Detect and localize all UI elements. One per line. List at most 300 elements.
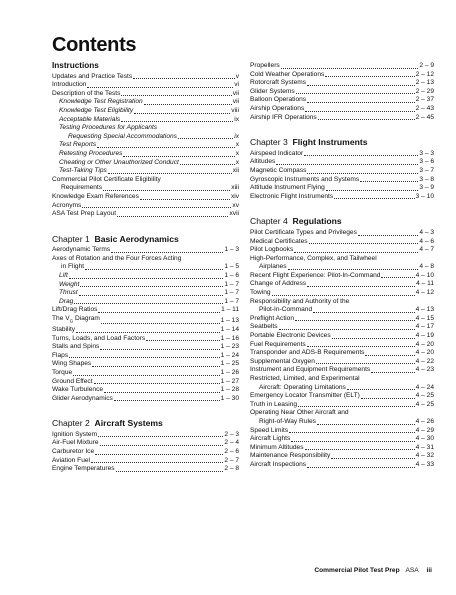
toc-entry-title: Aircraft Lights bbox=[250, 435, 291, 443]
toc-list-chapter-2-continued bbox=[250, 62, 434, 122]
toc-entry-row bbox=[250, 349, 434, 358]
toc-entry-row bbox=[250, 229, 434, 238]
toc-entry bbox=[250, 375, 434, 392]
toc-entry-row bbox=[250, 96, 434, 105]
toc-entry-title: Propellers bbox=[250, 62, 280, 69]
dot-leader bbox=[279, 329, 415, 330]
toc-entry-row bbox=[52, 335, 239, 344]
toc-entry-page: 4 – 6 bbox=[419, 237, 434, 245]
toc-entry-row bbox=[250, 176, 434, 185]
toc-entry-row bbox=[250, 289, 434, 298]
toc-entry-title: Aircraft Inspections bbox=[250, 460, 307, 468]
toc-entry-title: Knowledge Test Registration bbox=[59, 98, 143, 106]
toc-entry-page: v bbox=[235, 72, 239, 80]
toc-entry-row bbox=[52, 448, 239, 457]
toc-entry-title: Lift/Drag Ratios bbox=[52, 306, 98, 314]
dot-leader bbox=[97, 147, 235, 148]
toc-entry-title: Ignition System bbox=[52, 430, 98, 438]
section-title-instructions: Instructions bbox=[52, 61, 99, 70]
toc-entry-page: 1 – 11 bbox=[221, 306, 239, 314]
toc-entry-title: Test Reports bbox=[59, 141, 97, 149]
toc-entry-row bbox=[250, 418, 434, 427]
dot-leader bbox=[307, 85, 415, 86]
toc-entry-page: 4 – 17 bbox=[415, 323, 434, 331]
dot-leader bbox=[276, 164, 418, 165]
toc-list-instructions bbox=[52, 73, 239, 219]
dot-leader bbox=[114, 400, 220, 401]
dot-leader bbox=[108, 173, 232, 174]
dot-leader bbox=[305, 111, 414, 112]
toc-entry-title bbox=[52, 315, 100, 326]
chapter-2-heading bbox=[52, 419, 239, 428]
dot-leader bbox=[272, 295, 415, 296]
toc-entry-title-line1: Operating Near Other Aircraft and bbox=[250, 409, 349, 417]
chapter-1-heading bbox=[52, 235, 239, 244]
toc-entry-title: Glider Aerodynamics bbox=[52, 394, 113, 402]
toc-entry-row bbox=[250, 158, 434, 167]
toc-entry-page: 4 – 30 bbox=[415, 435, 434, 443]
toc-entry-page: 1 – 14 bbox=[220, 325, 239, 333]
page-footer bbox=[0, 567, 456, 574]
dot-leader bbox=[85, 269, 223, 270]
toc-entry-row bbox=[52, 184, 239, 193]
toc-entry-page: 1 – 7 bbox=[224, 280, 239, 288]
dot-leader bbox=[288, 269, 419, 270]
toc-entry-page: 1 – 3 bbox=[224, 246, 239, 254]
toc-entry-title: Aircraft: Operating Limitations bbox=[259, 383, 346, 391]
chapter-4-label: Chapter 4 bbox=[250, 216, 288, 227]
toc-entry-page: 2 – 29 bbox=[415, 87, 434, 95]
dot-leader bbox=[144, 104, 232, 105]
toc-entry-page: 2 – 8 bbox=[224, 465, 239, 473]
toc-entry-title-line1: High-Performance, Complex, and Tailwheel bbox=[250, 254, 377, 262]
toc-entry-row bbox=[52, 210, 239, 219]
toc-entry-title: Airspeed Indicator bbox=[250, 149, 304, 157]
toc-entry-row bbox=[250, 263, 434, 272]
toc-entry-title: Change of Address bbox=[250, 280, 307, 288]
toc-entry-page: 4 – 26 bbox=[415, 417, 434, 425]
dot-leader bbox=[74, 303, 223, 304]
toc-entry-row bbox=[52, 81, 239, 90]
toc-entry bbox=[52, 176, 239, 193]
toc-entry-title: Acceptable Materials bbox=[59, 115, 121, 123]
dot-leader bbox=[117, 216, 228, 217]
toc-entry bbox=[52, 255, 239, 272]
toc-entry-title: Lift bbox=[59, 272, 68, 280]
toc-entry-row bbox=[250, 323, 434, 332]
dot-leader bbox=[381, 277, 414, 278]
toc-entry-row bbox=[250, 246, 434, 255]
toc-entry-row bbox=[250, 79, 434, 88]
dot-leader bbox=[69, 357, 220, 358]
dot-leader bbox=[87, 87, 233, 88]
toc-entry-title: Glider Systems bbox=[250, 87, 295, 95]
toc-entry-title: Supplemental Oxygen bbox=[250, 357, 315, 365]
toc-entry-page: 4 – 8 bbox=[419, 263, 434, 271]
toc-entry-title: Maintenance Responsibility bbox=[250, 452, 331, 460]
toc-entry-subscript: G bbox=[69, 318, 74, 324]
dot-leader bbox=[104, 392, 220, 393]
toc-entry-page: 2 – 12 bbox=[415, 70, 434, 78]
dot-leader bbox=[307, 286, 415, 287]
toc-entry-row bbox=[52, 395, 239, 404]
dot-leader bbox=[95, 454, 223, 455]
toc-entry-page: 2 – 7 bbox=[224, 456, 239, 464]
dot-leader bbox=[316, 363, 415, 364]
toc-entry-page: 1 – 7 bbox=[224, 297, 239, 305]
toc-entry-title: Cold Weather Operations bbox=[250, 70, 325, 78]
toc-entry-page: 4 – 13 bbox=[415, 306, 434, 314]
dot-leader bbox=[358, 235, 418, 236]
toc-entry-title: Fuel Requirements bbox=[250, 340, 306, 348]
toc-entry-page: 3 – 3 bbox=[419, 149, 434, 157]
dot-leader bbox=[76, 332, 220, 333]
dot-leader bbox=[295, 320, 415, 321]
toc-entry-row bbox=[250, 332, 434, 341]
toc-entry-title: in Flight bbox=[61, 263, 85, 271]
toc-entry-page: 2 – 13 bbox=[415, 79, 434, 87]
toc-entry-row bbox=[52, 343, 239, 352]
toc-entry-row bbox=[52, 246, 239, 255]
toc-entry-title: Airship Operations bbox=[250, 104, 305, 112]
toc-entry-row bbox=[52, 281, 239, 290]
dot-leader bbox=[178, 138, 233, 139]
toc-entry-row bbox=[52, 263, 239, 272]
toc-entry-row bbox=[250, 315, 434, 324]
toc-entry-page: xii bbox=[232, 167, 239, 175]
toc-entry-page: 3 – 7 bbox=[419, 166, 434, 174]
toc-entry-row bbox=[52, 360, 239, 369]
toc-entry-page: 4 – 23 bbox=[415, 366, 434, 374]
toc-entry-row bbox=[250, 461, 434, 470]
toc-entry-page: ix bbox=[234, 115, 239, 123]
toc-entry-row bbox=[52, 306, 239, 315]
toc-entry-row bbox=[250, 427, 434, 436]
toc-entry-row bbox=[52, 141, 239, 150]
toc-entry-title: Emergency Locator Transmitter (ELT) bbox=[250, 392, 360, 400]
toc-entry-page: 4 – 20 bbox=[415, 349, 434, 357]
toc-entry-title: Pilot-In-Command bbox=[259, 306, 313, 314]
chapter-2-label: Chapter 2 bbox=[52, 418, 90, 429]
toc-entry-page: xiv bbox=[230, 192, 239, 200]
dot-leader bbox=[82, 207, 231, 208]
toc-entry-title: Gyroscopic Instruments and Systems bbox=[250, 175, 360, 183]
toc-entry-page: 4 – 12 bbox=[415, 289, 434, 297]
dot-leader bbox=[365, 355, 414, 356]
dot-leader bbox=[331, 458, 414, 459]
toc-entry-row bbox=[52, 386, 239, 395]
chapter-1-label: Chapter 1 bbox=[52, 233, 90, 244]
chapter-4-name: Regulations bbox=[292, 216, 342, 227]
dot-leader bbox=[289, 432, 415, 433]
toc-entry-title: Airship IFR Operations bbox=[250, 113, 317, 121]
dot-leader bbox=[309, 243, 419, 244]
toc-entry-row bbox=[52, 167, 239, 176]
toc-entry-page: 4 – 32 bbox=[415, 452, 434, 460]
toc-entry-page: vii bbox=[232, 89, 239, 97]
toc-entry-page: 1 – 7 bbox=[224, 289, 239, 297]
toc-entry-page: 1 – 16 bbox=[220, 334, 239, 342]
toc-entry-title-line1: Testing Procedures for Applicants bbox=[59, 124, 158, 132]
toc-entry-row bbox=[250, 62, 434, 71]
toc-entry bbox=[250, 409, 434, 426]
toc-entry-title: Weight bbox=[59, 280, 80, 288]
toc-entry-row bbox=[250, 401, 434, 410]
toc-entry-title: Ground Effect bbox=[52, 377, 93, 385]
toc-entry-page: 4 – 7 bbox=[419, 246, 434, 254]
toc-entry-title: Truth in Leasing bbox=[250, 400, 298, 408]
dot-leader bbox=[360, 181, 418, 182]
toc-entry-title: Requesting Special Accommodations bbox=[68, 132, 177, 140]
dot-leader bbox=[180, 164, 235, 165]
toc-entry-page: 4 – 11 bbox=[416, 280, 434, 288]
toc-entry-page: 2 – 4 bbox=[224, 439, 239, 447]
toc-entry-title-line1: Axes of Rotation and the Four Forces Acting bbox=[52, 254, 182, 262]
toc-entry-title: Torque bbox=[52, 368, 73, 376]
toc-entry-title: Aerodynamic Terms bbox=[52, 246, 111, 254]
dot-leader bbox=[291, 441, 414, 442]
toc-entry-page: 2 – 37 bbox=[415, 96, 434, 104]
toc-entry-row bbox=[52, 202, 239, 211]
toc-entry-page: viii bbox=[231, 106, 239, 114]
dot-leader bbox=[121, 95, 231, 96]
dot-leader bbox=[296, 93, 415, 94]
toc-entry-row bbox=[52, 289, 239, 298]
toc-entry-page: 1 – 6 bbox=[224, 272, 239, 280]
toc-entry-page: 4 – 33 bbox=[415, 460, 434, 468]
toc-entry-page: 2 – 9 bbox=[419, 62, 434, 69]
toc-entry-title: Stability bbox=[52, 325, 76, 333]
toc-entry-row bbox=[250, 306, 434, 315]
toc-entry-row bbox=[250, 193, 434, 202]
toc-entry-page: 1 – 26 bbox=[220, 368, 239, 376]
dot-leader bbox=[94, 383, 220, 384]
toc-entry-title: Turns, Loads, and Load Factors bbox=[52, 334, 146, 342]
toc-entry-title: Retesting Procedures bbox=[59, 149, 123, 157]
toc-entry-page: 4 – 31 bbox=[415, 443, 434, 451]
toc-entry-title: Instrument and Equipment Requirements bbox=[250, 366, 371, 374]
toc-entry-row bbox=[250, 444, 434, 453]
footer-book-title: Commercial Pilot Test Prep bbox=[314, 567, 400, 574]
dot-leader bbox=[313, 312, 415, 313]
toc-entry-row bbox=[250, 452, 434, 461]
dot-leader bbox=[361, 398, 415, 399]
toc-entry-page: 4 – 20 bbox=[415, 340, 434, 348]
dot-leader bbox=[307, 102, 415, 103]
toc-entry-title: Wake Turbulence bbox=[52, 386, 104, 394]
toc-entry-page: x bbox=[235, 149, 239, 157]
toc-entry-row bbox=[52, 272, 239, 281]
dot-leader bbox=[294, 252, 418, 253]
toc-entry-row bbox=[52, 465, 239, 474]
dot-leader bbox=[307, 173, 418, 174]
dot-leader bbox=[305, 449, 415, 450]
toc-entry-page: 1 – 25 bbox=[220, 360, 239, 368]
chapter-2-name: Aircraft Systems bbox=[94, 418, 163, 429]
toc-entry-title: Introduction bbox=[52, 81, 87, 89]
footer-page-number: iii bbox=[426, 567, 432, 574]
dot-leader bbox=[332, 338, 415, 339]
toc-entry-page: 2 – 43 bbox=[415, 104, 434, 112]
toc-entry-title: Wing Shapes bbox=[52, 360, 92, 368]
toc-entry-title: Test-Taking Tips bbox=[59, 167, 107, 175]
toc-entry-title: Acronyms bbox=[52, 201, 82, 209]
toc-entry-page: 3 – 9 bbox=[419, 184, 434, 192]
toc-entry-title: Knowledge Exam References bbox=[52, 192, 139, 200]
toc-entry-page: x bbox=[235, 158, 239, 166]
toc-left-column bbox=[52, 62, 239, 474]
toc-entry-title: Medical Certificates bbox=[250, 237, 308, 245]
toc-entry-page: 3 – 10 bbox=[415, 192, 434, 200]
toc-entry-page: 4 – 19 bbox=[415, 332, 434, 340]
toc-entry-title: Engine Temperatures bbox=[52, 465, 115, 473]
toc-entry-title: Stalls and Spins bbox=[52, 343, 100, 351]
toc-entry-page: 1 – 23 bbox=[220, 343, 239, 351]
dot-leader bbox=[92, 366, 219, 367]
toc-entry-row bbox=[52, 431, 239, 440]
toc-entry-page: 1 – 13 bbox=[220, 317, 239, 325]
dot-leader bbox=[146, 340, 219, 341]
toc-entry-title: Air-Fuel Mixture bbox=[52, 439, 99, 447]
dot-leader bbox=[371, 372, 414, 373]
toc-entry bbox=[250, 298, 434, 315]
dot-leader bbox=[298, 406, 415, 407]
toc-entry-row bbox=[52, 73, 239, 82]
toc-entry-row bbox=[52, 159, 239, 168]
toc-entry-title: Rotorcraft Systems bbox=[250, 79, 307, 87]
toc-entry-title: Description of the Tests bbox=[52, 89, 121, 97]
page-title: Contents bbox=[52, 34, 137, 56]
toc-entry-page: xiii bbox=[231, 184, 239, 192]
toc-entry-title: Towing bbox=[250, 289, 271, 297]
toc-entry-title: Attitude Instrument Flying bbox=[250, 184, 325, 192]
toc-entry-title-line1: Restricted, Limited, and Experimental bbox=[250, 375, 360, 382]
toc-entry-page: 1 – 5 bbox=[224, 263, 239, 271]
toc-entry-row bbox=[250, 238, 434, 247]
toc-entry-title: Updates and Practice Tests bbox=[52, 72, 133, 80]
toc-entry-row bbox=[52, 439, 239, 448]
dot-leader bbox=[307, 467, 415, 468]
dot-leader bbox=[111, 252, 223, 253]
toc-entry-row bbox=[250, 114, 434, 123]
toc-entry-title: Balloon Operations bbox=[250, 96, 307, 104]
toc-entry-row bbox=[52, 193, 239, 202]
toc-entry-page: 4 – 22 bbox=[415, 357, 434, 365]
dot-leader bbox=[281, 68, 419, 69]
toc-entry-page: vi bbox=[234, 81, 239, 89]
toc-entry-row bbox=[52, 315, 239, 326]
dot-leader bbox=[91, 462, 223, 463]
dot-leader bbox=[325, 76, 414, 77]
chapter-1-name: Basic Aerodynamics bbox=[94, 233, 179, 244]
toc-entry-page: 2 – 6 bbox=[224, 448, 239, 456]
toc-entry-page: 3 – 8 bbox=[419, 175, 434, 183]
toc-entry-title: Requirements bbox=[61, 184, 103, 192]
toc-entry-page: 4 – 10 bbox=[415, 271, 434, 279]
dot-leader bbox=[73, 375, 219, 376]
toc-entry-page: 2 – 45 bbox=[415, 113, 434, 121]
chapter-3-label: Chapter 3 bbox=[250, 137, 288, 148]
toc-entry-row bbox=[52, 90, 239, 99]
toc-entry-row bbox=[52, 107, 239, 116]
toc-list-chapter-1 bbox=[52, 246, 239, 403]
dot-leader bbox=[317, 424, 415, 425]
toc-entry-title: Cheating or Other Unauthorized Conduct bbox=[59, 158, 179, 166]
dot-leader bbox=[307, 346, 415, 347]
dot-leader bbox=[123, 156, 234, 157]
toc-entry-page: 2 – 3 bbox=[224, 430, 239, 438]
dot-leader bbox=[101, 323, 220, 324]
toc-entry-title: Seatbelts bbox=[250, 323, 278, 331]
toc-entry-row bbox=[52, 98, 239, 107]
toc-entry-title: Altitudes bbox=[250, 158, 276, 166]
toc-entry-title: Magnetic Compass bbox=[250, 166, 307, 174]
dot-leader bbox=[133, 78, 235, 79]
toc-entry bbox=[250, 255, 434, 272]
toc-entry-title: ASA Test Prep Layout bbox=[52, 210, 117, 218]
dot-leader bbox=[100, 349, 219, 350]
toc-right-column bbox=[250, 62, 434, 470]
toc-entry-page: 4 – 25 bbox=[415, 392, 434, 400]
toc-entry-row bbox=[250, 341, 434, 350]
toc-entry-page: 1 – 30 bbox=[220, 394, 239, 402]
toc-list-chapter-2 bbox=[52, 431, 239, 474]
toc-entry-row bbox=[250, 366, 434, 375]
toc-entry-row bbox=[52, 116, 239, 125]
toc-entry-page: x bbox=[235, 141, 239, 149]
toc-entry-title-part: The V bbox=[52, 315, 70, 323]
toc-entry-row bbox=[250, 384, 434, 393]
toc-entry-row bbox=[250, 272, 434, 281]
toc-entry-page: vii bbox=[232, 98, 239, 106]
toc-entry-page: 4 – 24 bbox=[415, 383, 434, 391]
toc-entry-row bbox=[250, 280, 434, 289]
dot-leader bbox=[121, 121, 233, 122]
toc-list-chapter-4 bbox=[250, 229, 434, 470]
toc-entry-row bbox=[52, 457, 239, 466]
dot-leader bbox=[69, 278, 224, 279]
toc-entry bbox=[52, 124, 239, 141]
dot-leader bbox=[98, 312, 220, 313]
toc-entry-page: 1 – 27 bbox=[220, 377, 239, 385]
toc-entry-row bbox=[250, 150, 434, 159]
toc-entry-title: Minimum Altitudes bbox=[250, 443, 304, 451]
toc-entry-row bbox=[250, 88, 434, 97]
toc-entry-title: Pilot Certificate Types and Privileges bbox=[250, 228, 357, 236]
toc-entry-title-line1: Responsibility and Authority of the bbox=[250, 297, 350, 305]
toc-entry-title: Airplanes bbox=[259, 263, 287, 271]
chapter-4-heading bbox=[250, 217, 434, 226]
toc-entry-title-line1: Commercial Pilot Certificate Eligibility bbox=[52, 175, 161, 183]
toc-entry-page: 3 – 6 bbox=[419, 158, 434, 166]
toc-entry-row bbox=[52, 150, 239, 159]
toc-entry-title-part: Diagram bbox=[73, 315, 100, 323]
toc-entry-page: 4 – 25 bbox=[415, 400, 434, 408]
toc-entry-page: 4 – 3 bbox=[419, 228, 434, 236]
toc-entry-row bbox=[250, 184, 434, 193]
toc-entry-page: 1 – 28 bbox=[220, 386, 239, 394]
toc-entry-page: 4 – 29 bbox=[415, 426, 434, 434]
dot-leader bbox=[326, 190, 419, 191]
toc-entry-title: Drag bbox=[59, 297, 74, 305]
toc-entry-title: Right-of-Way Rules bbox=[259, 417, 316, 425]
toc-entry-title: Preflight Action bbox=[250, 314, 294, 322]
toc-entry-title: Transponder and ADS-B Requirements bbox=[250, 349, 365, 357]
toc-entry-title: Carburetor Ice bbox=[52, 448, 95, 456]
dot-leader bbox=[116, 471, 224, 472]
toc-entry-title: Aviation Fuel bbox=[52, 456, 90, 464]
dot-leader bbox=[334, 198, 414, 199]
